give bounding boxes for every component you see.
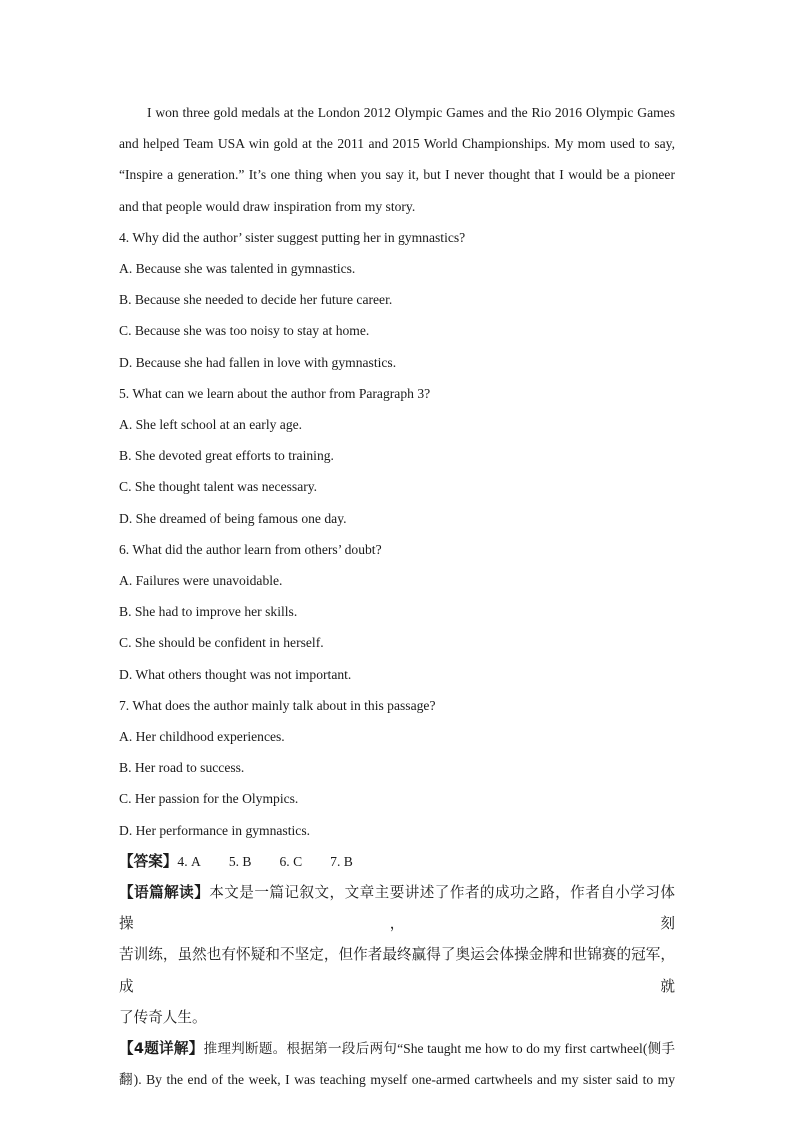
- option-a: A. Because she was talented in gymnastics.: [119, 261, 356, 277]
- question-stem: 7. What does the author mainly talk about in this passage?: [119, 697, 436, 713]
- answer-label: 【答案】: [119, 852, 178, 870]
- passage-analysis: [119, 877, 675, 1033]
- analysis-line: 【语篇解读】本文是一篇记叙文，文章主要讲述了作者的成功之路，作者自小学习体操，刻: [119, 884, 675, 933]
- option-a: A. Her childhood experiences.: [119, 729, 285, 745]
- answer-item: 7. B: [330, 853, 353, 869]
- analysis-line: 苦训练，虽然也有怀疑和不坚定，但作者最终赢得了奥运会体操金牌和世锦赛的冠军，成就: [119, 946, 675, 995]
- question-stem: 5. What can we learn about the author from Paragraph 3?: [119, 385, 431, 401]
- option-d: D. She dreamed of being famous one day.: [119, 510, 347, 526]
- option-b: B. Because she needed to decide her future career.: [119, 292, 393, 308]
- option-d: D. Her performance in gymnastics.: [119, 822, 311, 838]
- question-5: [119, 378, 675, 534]
- option-c: C. She should be confident in herself.: [119, 635, 324, 651]
- answer-key: [119, 846, 675, 877]
- option-d: D. What others thought was not important.: [119, 666, 352, 682]
- option-b: B. Her road to success.: [119, 760, 245, 776]
- option-c: C. She thought talent was necessary.: [119, 479, 318, 495]
- option-c: C. Because she was too noisy to stay at home.: [119, 323, 370, 339]
- option-a: A. She left school at an early age.: [119, 417, 303, 433]
- question-6: [119, 534, 675, 690]
- document-page: [119, 97, 675, 1096]
- analysis-label: 【语篇解读】: [119, 884, 210, 902]
- passage-line: and helped Team USA win gold at the 2011 and 2015 World Championships. My mom used to say,: [119, 136, 675, 152]
- passage-line: and that people would draw inspiration from my story.: [119, 198, 416, 214]
- option-d: D. Because she had fallen in love with gymnastics.: [119, 354, 397, 370]
- detail-label: 【4题详解】: [119, 1040, 204, 1058]
- passage-line: “Inspire a generation.” It’s one thing when you say it, but I never thought that I would be a pioneer: [119, 167, 675, 183]
- question-stem: 4. Why did the author’ sister suggest putting her in gymnastics?: [119, 229, 466, 245]
- answer-item: 4. A: [177, 853, 201, 869]
- option-a: A. Failures were unavoidable.: [119, 573, 283, 589]
- option-c: C. Her passion for the Olympics.: [119, 791, 299, 807]
- question-4: [119, 222, 675, 378]
- passage-paragraph: [119, 97, 675, 222]
- question-stem: 6. What did the author learn from others’ doubt?: [119, 541, 382, 557]
- detail-line: 【4题详解】推理判断题。根据第一段后两句“She taught me how to do my first cartwheel(侧手: [119, 1040, 676, 1058]
- option-b: B. She had to improve her skills.: [119, 604, 298, 620]
- analysis-line: 了传奇人生。: [119, 1008, 207, 1026]
- option-b: B. She devoted great efforts to training.: [119, 448, 334, 464]
- question-7: [119, 690, 675, 846]
- answer-item: 5. B: [228, 853, 252, 869]
- detail-line: 翻). By the end of the week, I was teaching myself one-armed cartwheels and my sister said to my: [119, 1072, 675, 1088]
- question-4-detail: [119, 1033, 675, 1095]
- passage-line: I won three gold medals at the London 2012 Olympic Games and the Rio 2016 Olympic Games: [147, 105, 675, 120]
- answer-item: 6. C: [279, 853, 303, 869]
